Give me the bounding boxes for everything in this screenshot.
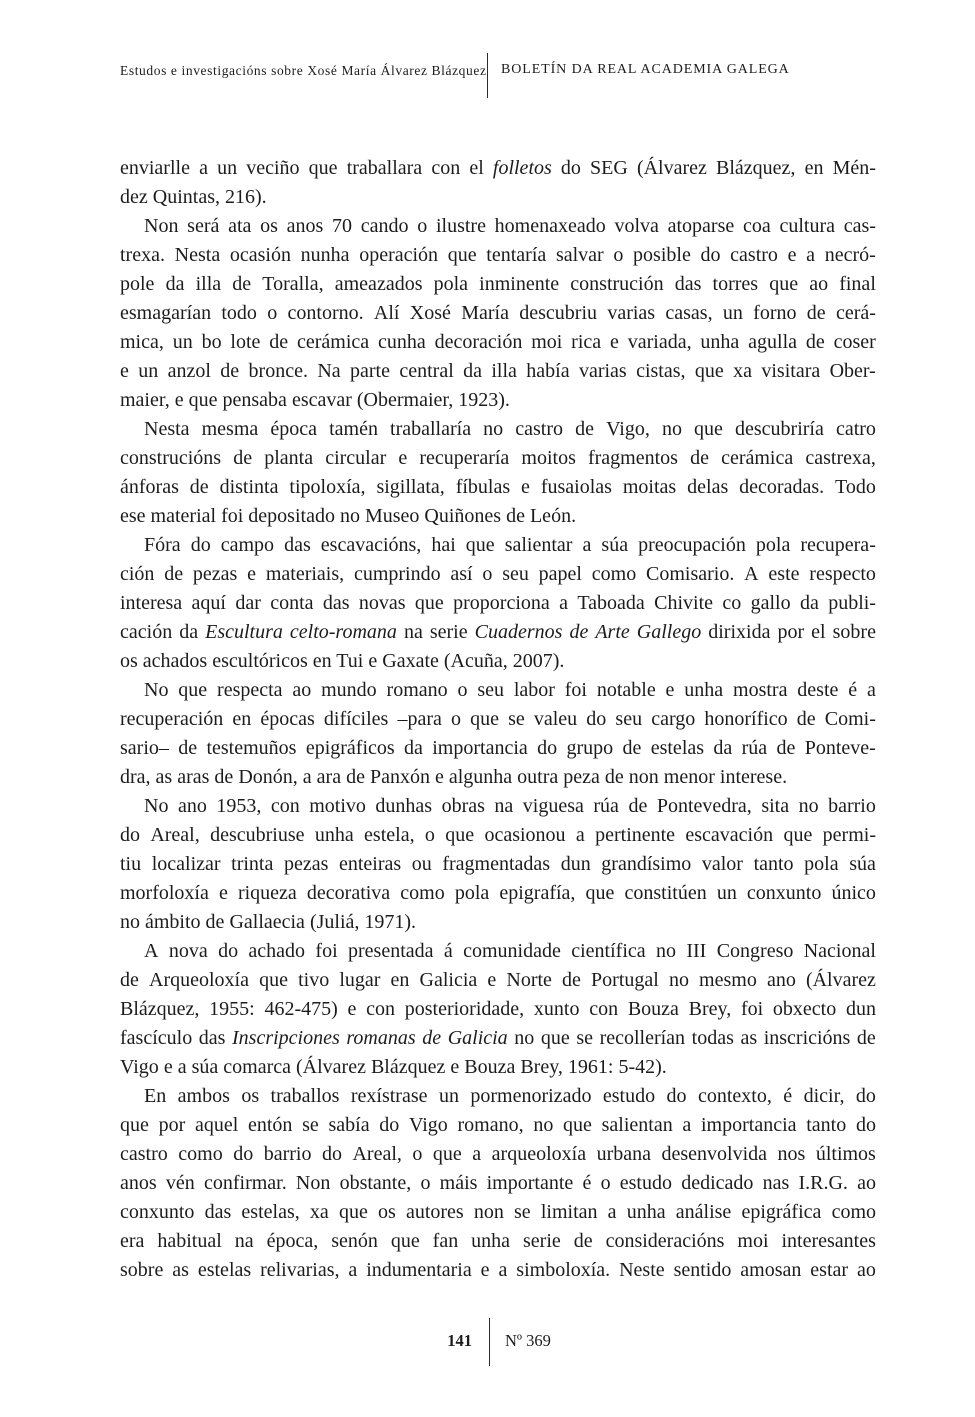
text-line: anos vén confirmar. Non obstante, o máis importante é o estudo dedicado nas I.R.G. ao <box>120 1172 876 1194</box>
text-line: A nova do achado foi presentada á comunidade científica no III Congreso Nacional <box>144 940 876 962</box>
text-line: Fóra do campo das escavacións, hai que salientar a súa preocupación pola recupera- <box>144 534 876 556</box>
text-line: morfoloxía e riqueza decorativa como pola epigrafía, que constitúen un conxunto único <box>120 882 876 904</box>
header-right-title: BOLETÍN DA REAL ACADEMIA GALEGA <box>501 62 790 77</box>
text-line: sobre as estelas relivarias, a indumentaria e a simboloxía. Neste sentido amosan estar ao <box>120 1259 876 1281</box>
text-line: Vigo e a súa comarca (Álvarez Blázquez e Bouza Brey, 1961: 5-42). <box>120 1056 667 1078</box>
text-line: enviarlle a un veciño que traballara con el folletos do SEG (Álvarez Blázquez, en Mén- <box>120 157 876 179</box>
text-line: ese material foi depositado no Museo Quiñones de León. <box>120 505 577 527</box>
text-line: e un anzol de bronce. Na parte central da illa había varias cistas, que xa visitara Ober- <box>120 360 876 382</box>
text-line: Blázquez, 1955: 462-475) e con posterioridade, xunto con Bouza Brey, foi obxecto dun <box>120 998 876 1020</box>
text-line: tiu localizar trinta pezas enteiras ou fragmentadas dun grandísimo valor tanto pola súa <box>120 853 876 875</box>
text-line: ánforas de distinta tipoloxía, sigillata, fíbulas e fusaiolas moitas delas decoradas. Todo <box>120 476 876 498</box>
issue-number: Nº 369 <box>505 1331 551 1350</box>
text-line: do Areal, descubriuse unha estela, o que ocasionou a pertinente escavación que permi- <box>120 824 876 846</box>
text-line: No que respecta ao mundo romano o seu labor foi notable e unha mostra deste é a <box>144 679 876 701</box>
text-line: ción de pezas e materiais, cumprindo así o seu papel como Comisario. A este respecto <box>120 563 876 585</box>
text-line: mica, un bo lote de cerámica cunha decoración moi rica e variada, unha agulla de coser <box>120 331 876 353</box>
text-line: dra, as aras de Donón, a ara de Panxón e algunha outra peza de non menor interese. <box>120 766 788 788</box>
text-line: fascículo das Inscripciones romanas de Galicia no que se recollerían todas as inscricións de <box>120 1027 876 1049</box>
text-line: cación da Escultura celto-romana na serie Cuadernos de Arte Gallego dirixida por el sobre <box>120 621 876 643</box>
text-line: os achados escultóricos en Tui e Gaxate (Acuña, 2007). <box>120 650 565 672</box>
text-line: esmagarían todo o contorno. Alí Xosé María descubriu varias casas, un forno de cerá- <box>120 302 876 324</box>
text-line: interesa aquí dar conta das novas que proporciona a Taboada Chivite co gallo da publi- <box>120 592 876 614</box>
text-line: de Arqueoloxía que tivo lugar en Galicia e Norte de Portugal no mesmo ano (Álvarez <box>120 969 876 991</box>
header-left-title: Estudos e investigacións sobre Xosé María Álvarez Blázquez <box>120 63 487 78</box>
footer-divider <box>489 1318 490 1366</box>
text-line: trexa. Nesta ocasión nunha operación que tentaría salvar o posible do castro e a necró- <box>120 244 876 266</box>
header-divider <box>487 53 488 98</box>
text-line: sario– de testemuños epigráficos da importancia do grupo de estelas da rúa de Ponteve- <box>120 737 876 759</box>
text-line: maier, e que pensaba escavar (Obermaier, 1923). <box>120 389 510 411</box>
page-number: 141 <box>447 1331 472 1350</box>
text-line: castro como do barrio do Areal, o que a arqueoloxía urbana desenvolvida nos últimos <box>120 1143 876 1165</box>
text-line: era habitual na época, senón que fan unha serie de consideracións moi interesantes <box>120 1230 876 1252</box>
article-body <box>120 154 876 1285</box>
text-line: construcións de planta circular e recuperaría moitos fragmentos de cerámica castrexa, <box>120 447 876 469</box>
text-line: Non será ata os anos 70 cando o ilustre homenaxeado volva atoparse coa cultura cas- <box>144 215 876 237</box>
text-line: que por aquel entón se sabía do Vigo romano, no que salientan a importancia tanto do <box>120 1114 876 1136</box>
text-line: Nesta mesma época tamén traballaría no castro de Vigo, no que descubriría catro <box>144 418 876 440</box>
text-line: recuperación en épocas difíciles –para o que se valeu do seu cargo honorífico de Comi- <box>120 708 876 730</box>
text-line: No ano 1953, con motivo dunhas obras na viguesa rúa de Pontevedra, sita no barrio <box>144 795 876 817</box>
text-line: dez Quintas, 216). <box>120 186 267 208</box>
text-line: En ambos os traballos rexístrase un pormenorizado estudo do contexto, é dicir, do <box>144 1085 876 1107</box>
text-line: no ámbito de Gallaecia (Juliá, 1971). <box>120 911 417 933</box>
text-line: pole da illa de Toralla, ameazados pola inminente construción das torres que ao final <box>120 273 876 295</box>
text-line: conxunto das estelas, xa que os autores non se limitan a unha análise epigráfica como <box>120 1201 876 1223</box>
